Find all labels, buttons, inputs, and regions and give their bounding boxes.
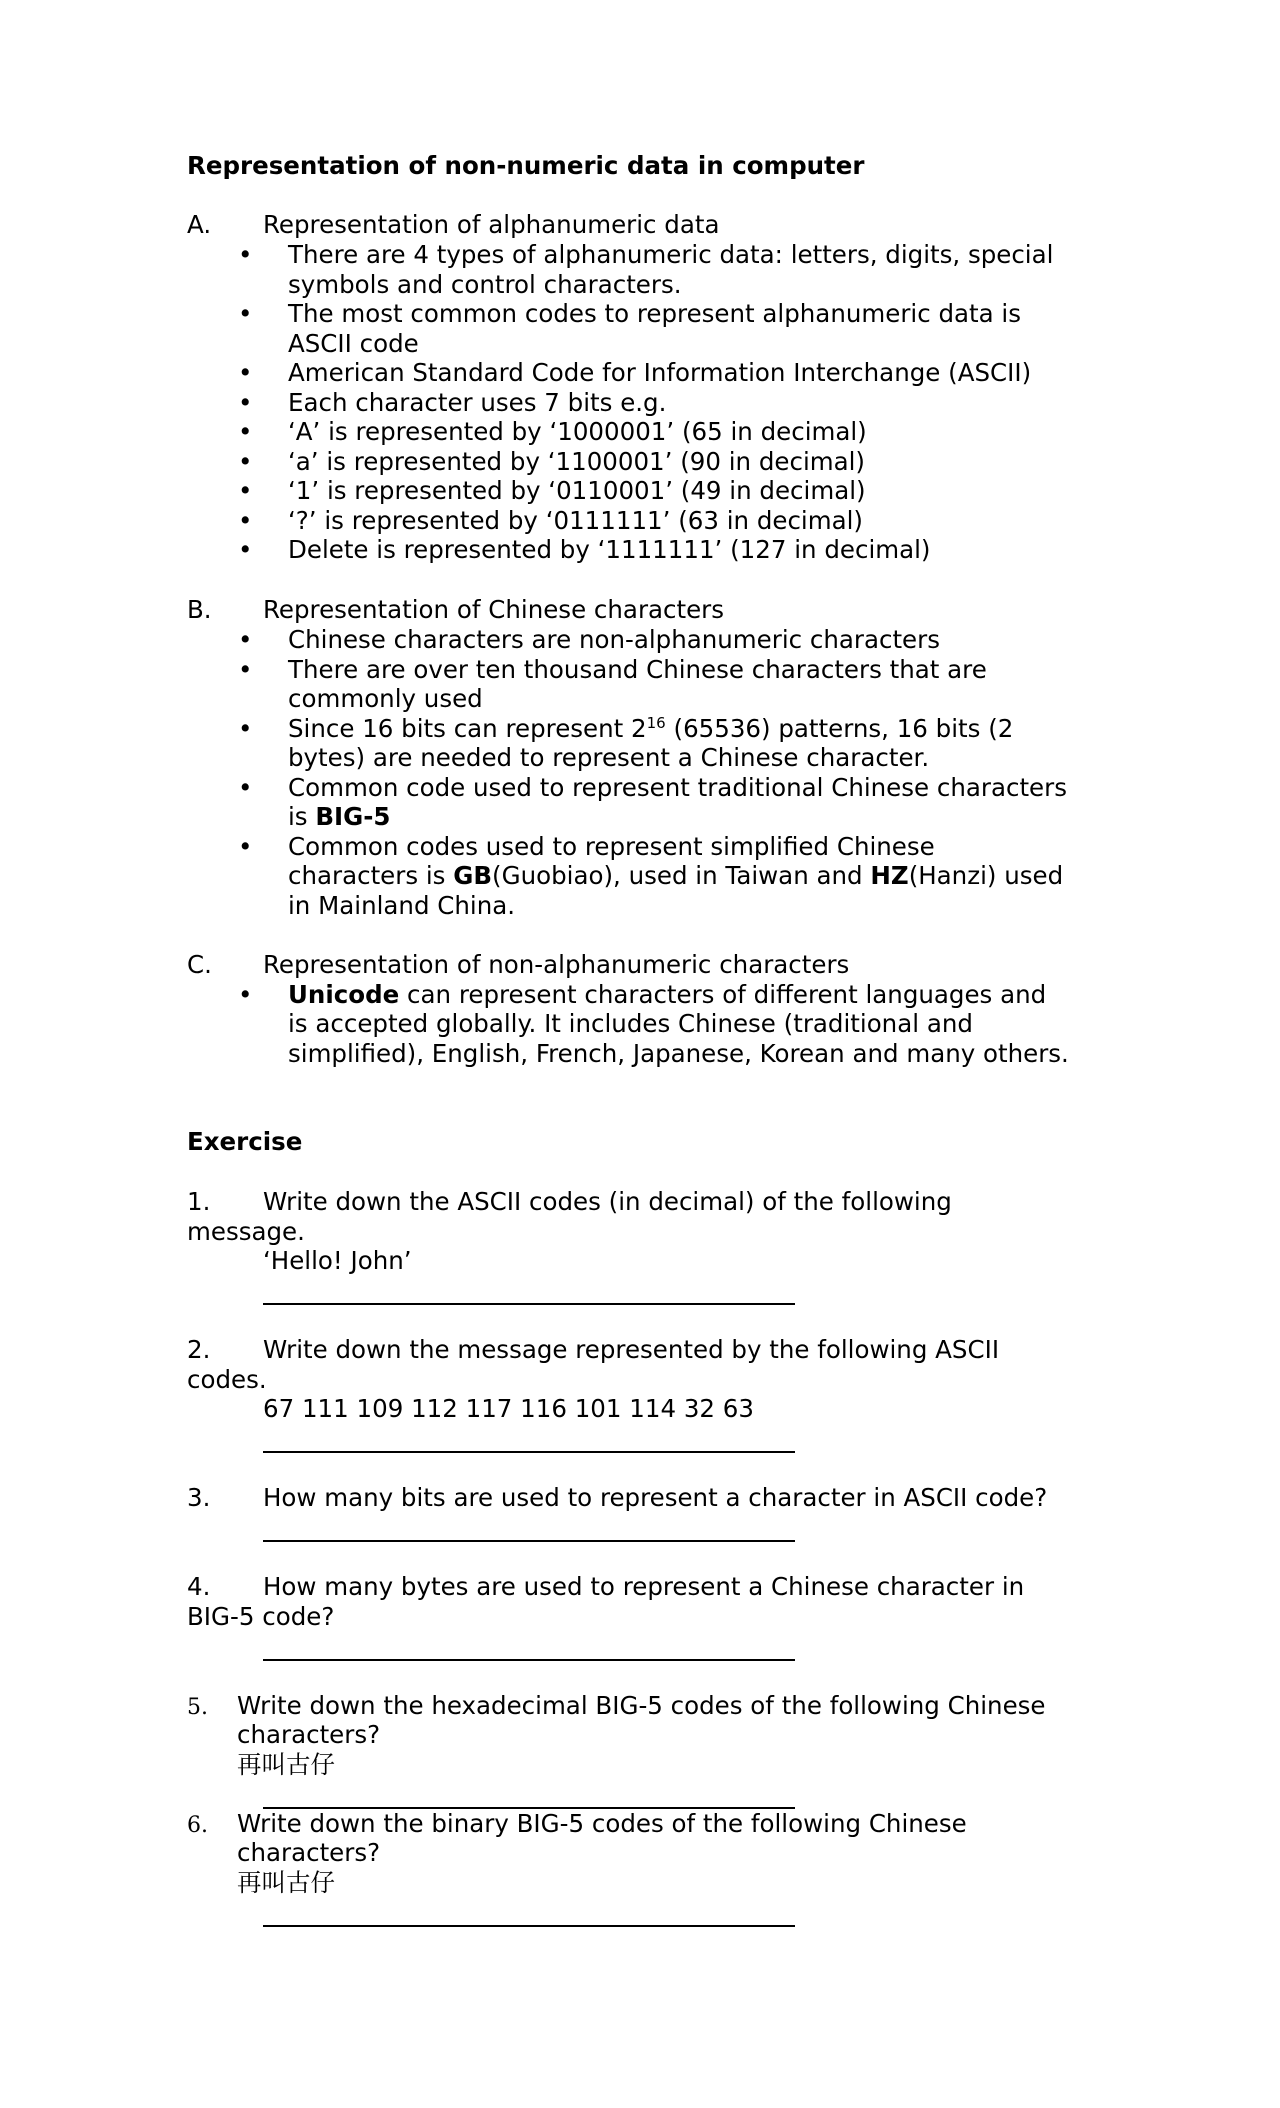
item-text [288, 802, 391, 831]
question-text: How many bits are used to represent a character in ASCII code? [263, 1483, 1048, 1512]
bold-term: BIG-5 [315, 802, 391, 831]
bullet: • [238, 417, 253, 446]
question-text: How many bytes are used to represent a Chinese character in [263, 1572, 1025, 1601]
question-detail: ‘Hello! John’ [263, 1246, 412, 1275]
exercise-title: Exercise [187, 1127, 303, 1156]
item-text-part: (65536) patterns, 16 bits (2 [665, 714, 1014, 743]
item-text: Common codes used to represent simplified Chinese [288, 832, 935, 861]
item-text: The most common codes to represent alphanumeric data is [288, 299, 1022, 328]
item-text-part: is [288, 802, 316, 831]
bullet: • [238, 655, 253, 684]
bullet: • [238, 535, 253, 564]
item-text-part: (Guobiao), used in Taiwan and [492, 861, 871, 890]
item-text: commonly used [288, 684, 483, 713]
question-text: Write down the ASCII codes (in decimal) of the following [263, 1187, 952, 1216]
bullet: • [238, 980, 253, 1009]
item-text-part: Since 16 bits can represent 2 [288, 714, 647, 743]
section-b-letter: B. [187, 595, 212, 624]
section-c-letter: C. [187, 950, 212, 979]
question-text: BIG-5 code? [187, 1602, 335, 1631]
item-text: bytes) are needed to represent a Chinese character. [288, 743, 930, 772]
question-number: 1. [187, 1187, 211, 1216]
item-text: American Standard Code for Information Interchange (ASCII) [288, 358, 1032, 387]
page-title: Representation of non-numeric data in computer [187, 151, 865, 180]
section-a-letter: A. [187, 210, 212, 239]
question-detail: 67 111 109 112 117 116 101 114 32 63 [263, 1394, 754, 1423]
question-text: codes. [187, 1365, 267, 1394]
item-text: in Mainland China. [288, 891, 516, 920]
bullet: • [238, 832, 253, 861]
item-text: ‘A’ is represented by ‘1000001’ (65 in decimal) [288, 417, 867, 446]
question-number: 3. [187, 1483, 211, 1512]
item-text-part: (Hanzi) used [908, 861, 1064, 890]
item-text: ‘1’ is represented by ‘0110001’ (49 in decimal) [288, 476, 866, 505]
item-text: ‘?’ is represented by ‘0111111’ (63 in decimal) [288, 506, 863, 535]
bullet: • [238, 388, 253, 417]
item-text: Chinese characters are non-alphanumeric characters [288, 625, 940, 654]
section-c-heading: Representation of non-alphanumeric characters [263, 950, 850, 979]
item-text: There are 4 types of alphanumeric data: letters, digits, special [288, 240, 1054, 269]
bullet: • [238, 773, 253, 802]
item-text: Each character uses 7 bits e.g. [288, 388, 667, 417]
question-detail: 再叫古仔 [237, 1868, 335, 1897]
question-number: 6. [187, 1813, 208, 1838]
item-text [288, 714, 1014, 743]
item-text: is accepted globally. It includes Chinese (traditional and [288, 1009, 973, 1038]
bullet: • [238, 240, 253, 269]
question-text: Write down the binary BIG-5 codes of the following Chinese [237, 1809, 967, 1838]
bullet: • [238, 447, 253, 476]
item-text: ‘a’ is represented by ‘1100001’ (90 in decimal) [288, 447, 865, 476]
bold-term: GB [453, 861, 493, 890]
item-text: simplified), English, French, Japanese, Korean and many others. [288, 1039, 1069, 1068]
bullet: • [238, 714, 253, 743]
answer-line[interactable] [263, 1303, 795, 1305]
answer-line[interactable] [263, 1925, 795, 1927]
question-number: 4. [187, 1572, 211, 1601]
item-text: There are over ten thousand Chinese characters that are [288, 655, 987, 684]
question-text: Write down the message represented by the following ASCII [263, 1335, 1000, 1364]
bullet: • [238, 299, 253, 328]
question-text: characters? [237, 1720, 381, 1749]
bullet: • [238, 506, 253, 535]
item-text: Common code used to represent traditional Chinese characters [288, 773, 1067, 802]
superscript: 16 [646, 714, 666, 732]
bullet: • [238, 358, 253, 387]
question-text: Write down the hexadecimal BIG-5 codes of the following Chinese [237, 1691, 1046, 1720]
section-b-heading: Representation of Chinese characters [263, 595, 725, 624]
question-text: message. [187, 1217, 305, 1246]
item-text: Delete is represented by ‘1111111’ (127 in decimal) [288, 535, 931, 564]
item-text: symbols and control characters. [288, 270, 682, 299]
answer-line[interactable] [263, 1659, 795, 1661]
question-number: 2. [187, 1335, 211, 1364]
bullet: • [238, 476, 253, 505]
item-text-part: characters is [288, 861, 454, 890]
item-text [288, 980, 1047, 1009]
item-text: ASCII code [288, 329, 419, 358]
section-a-heading: Representation of alphanumeric data [263, 210, 720, 239]
item-text [288, 861, 1064, 890]
bold-term: HZ [870, 861, 909, 890]
bullet: • [238, 625, 253, 654]
item-text-part: can represent characters of different languages and [399, 980, 1047, 1009]
question-number: 5. [187, 1695, 208, 1720]
answer-line[interactable] [263, 1451, 795, 1453]
answer-line[interactable] [263, 1540, 795, 1542]
question-text: characters? [237, 1838, 381, 1867]
bold-term: Unicode [288, 980, 400, 1009]
question-detail: 再叫古仔 [237, 1750, 335, 1779]
